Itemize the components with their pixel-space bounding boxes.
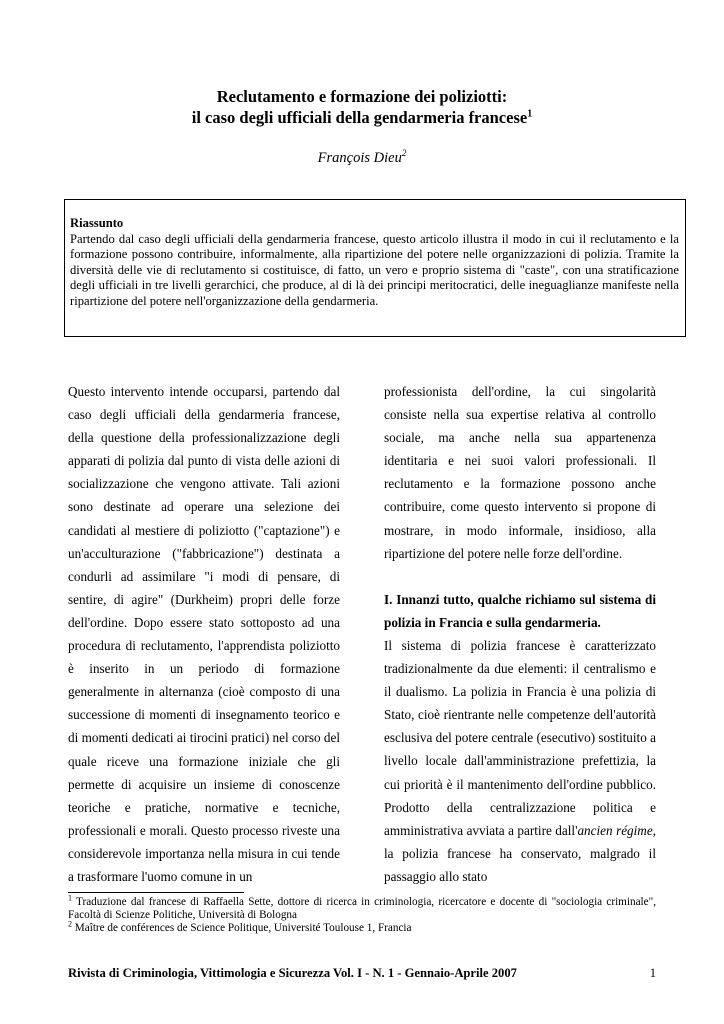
author-name: [0, 150, 724, 167]
abstract-text: Partendo dal caso degli ufficiali della gendarmeria francese, questo articolo illustra il modo in cui il reclutamento e la formazione possono contribuire, informalmente, alla ripartizione del potere nelle organizzazioni di polizia. Tramite la diversità delle vie di reclutamento si costituisce, di fatto, un vero e proprio sistema di "caste", con una stratificazione degli ufficiali in tre livelli gerarchici, che produce, al di là dei principi meritocratici, delle ineguaglianze manifeste nella ripartizione del potere nell'organizzazione della gendarmeria.: [70, 231, 679, 308]
footnote-1-text: Traduzione dal francese di Raffaella Sette, dottore di ricerca in criminologia, ricercatore e docente di "sociologia criminale", Facoltà di Scienze Politiche, Università di Bologna: [68, 896, 656, 922]
body-paragraph-2: professionista dell'ordine, la cui singolarità consiste nella sua expertise relativa al controllo sociale, ma anche nella sua appartenenza identitaria e nei suoi valori professionali. Il reclutamento e la formazione possono anche contribuire, come questo intervento si propone di mostrare, in modo informale, insidioso, alla ripartizione del potere nelle forze dell'ordine.: [384, 384, 656, 561]
article-title: [0, 86, 724, 128]
section-heading: I. Innanzi tutto, qualche richiamo sul sistema di polizia in Francia e sulla gendarmeria.: [384, 591, 656, 630]
paragraph-3-end: , la polizia francese ha conservato, malgrado il passaggio allo stato: [384, 822, 656, 884]
paragraph-3-start: Il sistema di polizia francese è caratterizzato tradizionalmente da due elementi: il centralismo e il dualismo. La polizia in Francia è una polizia di Stato, cioè rientrante nelle competenze dell'autorità esclusiva del potere centrale (esecutivo) sostituito a livello locale dall'amministrazione prefettizia, la cui priorità è il mantenimento dell'ordine pubblico. Prodotto della centralizzazione politica e amministrativa avviata a partire dall': [384, 637, 656, 838]
author-footnote-ref[interactable]: 2: [401, 148, 407, 159]
body-paragraph-1: Questo intervento intende occuparsi, partendo dal caso degli ufficiali della gendarmeria francese, della questione della professionalizzazione degli apparati di polizia dal punto di vista delle azioni di socializzazione che vengono attivate. Tali azioni sono destinate ad operare una selezione dei candidati al mestiere di poliziotto ("captazione") e un'acculturazione ("fabbricazione") destinata a condurli ad assimilare "i modi di pensare, di sentire, di agire" (Durkheim) propri delle forze dell'ordine. Dopo essere stato sottoposto ad una procedura di reclutamento, l'apprendista poliziotto è inserito in un periodo di formazione generalmente in alternanza (cioè composto di una successione di momenti di insegnamento teorico e di momenti dedicati ai tirocini pratici) nel corso del quale riceve una formazione iniziale che gli permette di acquisire un insieme di conoscenze teoriche e pratiche, normative e tecniche, professionali e morali. Questo processo riveste una considerevole importanza nella misura in cui tende a trasformare l'uomo comune in un: [68, 384, 340, 884]
author-text: François Dieu: [317, 150, 402, 166]
body-right-column: [384, 380, 656, 888]
footnote-divider: [68, 892, 244, 893]
title-line-1: Reclutamento e formazione dei poliziotti:: [216, 87, 508, 106]
title-footnote-ref[interactable]: 1: [527, 108, 533, 120]
footnote-2-number: 2: [68, 919, 72, 929]
page-number: 1: [649, 966, 656, 980]
abstract-box: [64, 199, 686, 337]
paragraph-3-italic: ancien régime: [577, 822, 653, 838]
body-left-column: [68, 380, 340, 888]
footnote-2: [68, 919, 656, 935]
footnotes: [68, 893, 656, 936]
title-line-2: [0, 107, 724, 128]
footnote-2-text: Maître de conférences de Science Politique, Université Toulouse 1, Francia: [72, 922, 412, 935]
footnote-1: [68, 893, 656, 922]
title-line-2-text: il caso degli ufficiali della gendarmeria francese: [191, 108, 528, 127]
journal-citation: Rivista di Criminologia, Vittimologia e Sicurezza Vol. I - N. 1 - Gennaio-Aprile 2007: [68, 966, 517, 980]
page-footer: [68, 966, 656, 981]
footnote-1-number: 1: [68, 893, 72, 903]
body-paragraph-3: [384, 634, 656, 888]
abstract-heading: Riassunto: [70, 216, 124, 230]
